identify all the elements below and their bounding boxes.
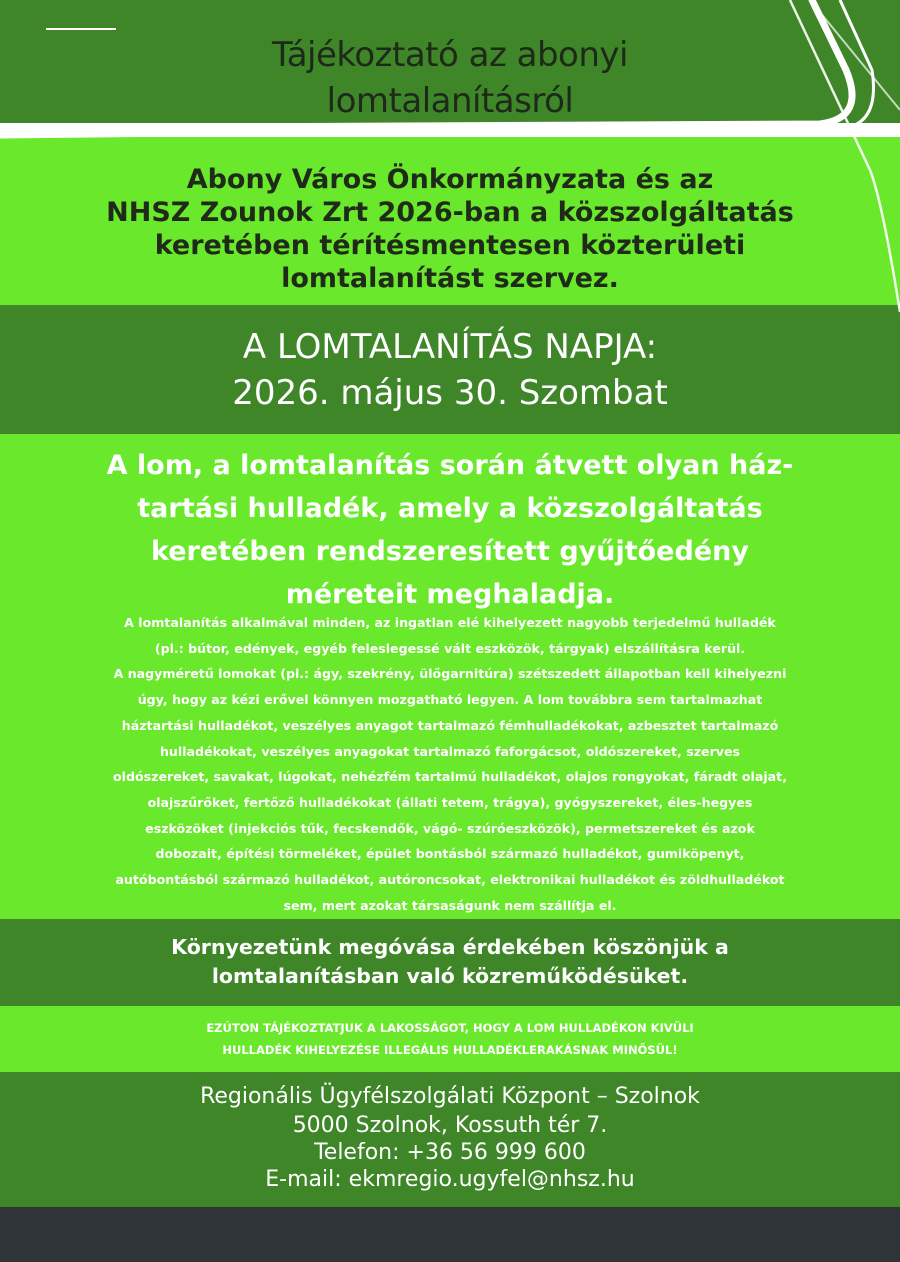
date-value: 2026. május 30. Szombat xyxy=(232,373,668,413)
header-accent-line xyxy=(46,28,116,30)
body-line: A lomtalanítás alkalmával minden, az ingatlan elé kihelyezett nagyobb terjedelmű hulladék xyxy=(124,615,776,630)
body-line: hulladékokat, veszélyes anyagokat tartalmazó faforgácsot, oldószereket, szerves xyxy=(159,743,741,759)
body-line: A nagyméretű lomokat (pl.: ágy, szekrény, ülőgarnitúra) szétszedett állapotban kell kihelyezni xyxy=(113,666,787,682)
definition-body xyxy=(40,610,860,918)
warning-line: HULLADÉK KIHELYEZÉSE ILLEGÁLIS HULLADÉKLERAKÁSNAK MINŐSÜL! xyxy=(222,1043,678,1057)
definition-lead xyxy=(40,444,860,616)
intro-text xyxy=(40,163,860,295)
thanks-text xyxy=(40,933,860,991)
intro-line: Abony Város Önkormányzata és az xyxy=(186,164,714,195)
definition-band xyxy=(0,434,900,919)
contact-band xyxy=(0,1072,900,1207)
warning-line: EZÚTON TÁJÉKOZTATJUK A LAKOSSÁGOT, HOGY A LOM HULLADÉKON KIVÜLI xyxy=(206,1021,694,1035)
thanks-band xyxy=(0,919,900,1006)
warning-text xyxy=(40,1017,860,1061)
header-separator xyxy=(0,123,900,137)
warning-band xyxy=(0,1006,900,1072)
body-line: sem, mert azokat társaságunk nem szállítja el. xyxy=(283,897,617,913)
footer-band xyxy=(0,1207,900,1262)
definition-lead-line: A lom, a lomtalanítás során átvett olyan ház- xyxy=(106,450,794,481)
definition-lead-line: tartási hulladék, amely a közszolgáltatás xyxy=(137,493,763,524)
date-heading: A LOMTALANÍTÁS NAPJA: xyxy=(242,327,658,367)
thanks-line: Környezetünk megóvása érdekében köszönjük a xyxy=(171,935,729,959)
body-line: (pl.: bútor, edények, egyéb feleslegessé vált eszközök, tárgyak) elszállításra kerül. xyxy=(154,640,746,656)
contact-address: 5000 Szolnok, Kossuth tér 7. xyxy=(292,1113,608,1138)
title-line: lomtalanításról xyxy=(326,81,574,121)
header-band xyxy=(0,0,900,123)
definition-lead-line: keretében rendszeresített gyűjtőedény xyxy=(151,536,749,567)
body-line: háztartási hulladékot, veszélyes anyagot tartalmazó fémhulladékokat, azbesztet tartalmazó xyxy=(121,717,779,733)
page-title xyxy=(190,32,710,124)
date-band xyxy=(0,305,900,434)
intro-line: lomtalanítást szervez. xyxy=(281,263,619,294)
contact-email: E-mail: ekmregio.ugyfel@nhsz.hu xyxy=(265,1167,635,1192)
body-line: oldószereket, savakat, lúgokat, nehézfém tartalmú hulladékot, olajos rongyokat, fáradt olajat, xyxy=(113,769,787,785)
intro-line: NHSZ Zounok Zrt 2026-ban a közszolgáltatás xyxy=(106,197,794,228)
title-line: Tájékoztató az abonyi xyxy=(272,35,628,75)
thanks-line: lomtalanításban való közreműködésüket. xyxy=(211,964,689,988)
contact-phone: Telefon: +36 56 999 600 xyxy=(314,1140,586,1165)
contact-office: Regionális Ügyfélszolgálati Központ – Szolnok xyxy=(200,1084,700,1109)
intro-band xyxy=(0,137,900,305)
body-line: eszközöket (injekciós tűk, fecskendők, vágó- szúróeszközök), permetszereket és azok xyxy=(145,820,755,836)
body-line: úgy, hogy az kézi erővel könnyen mozgatható legyen. A lom továbbra sem tartalmazhat xyxy=(137,692,763,708)
body-line: autóbontásból származó hulladékot, autóroncsokat, elektronikai hulladékot és zöldhulladékot xyxy=(115,872,785,888)
body-line: dobozait, építési törmeléket, épület bontásból származó hulladékot, gumiköpenyt, xyxy=(155,846,745,862)
intro-line: keretében térítésmentesen közterületi xyxy=(154,230,746,261)
definition-lead-line: méreteit meghaladja. xyxy=(285,579,615,610)
body-line: olajszűrőket, fertőző hulladékokat (állati tetem, trágya), gyógyszereket, éles-hegyes xyxy=(147,794,753,810)
